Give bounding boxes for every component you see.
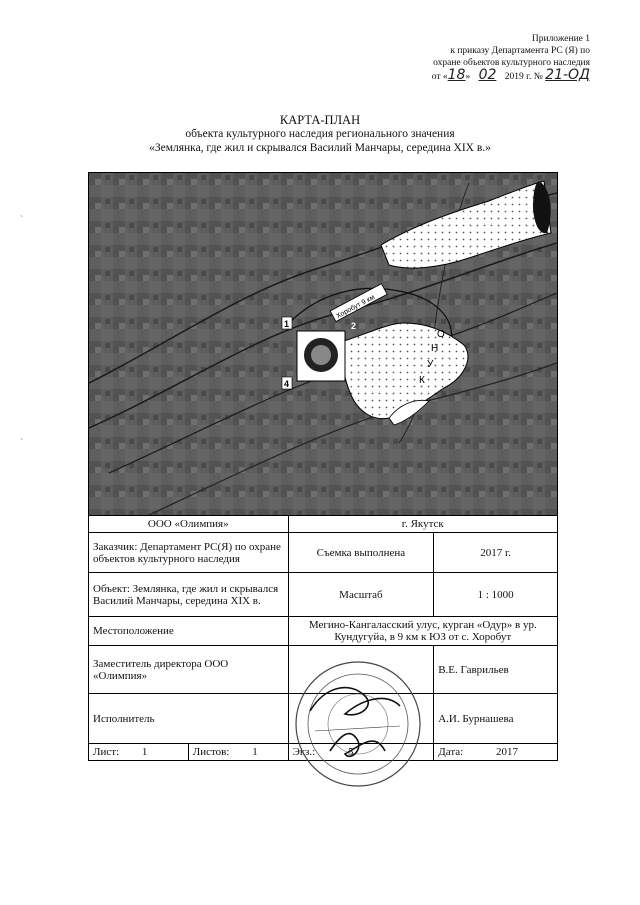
date-label: Дата: xyxy=(438,746,464,758)
scale-value: 1 : 1000 xyxy=(434,573,558,617)
point-label: 4 xyxy=(284,379,290,389)
appendix-line-1: Приложение 1 xyxy=(531,34,590,44)
road-label: Хоробут 9 км xyxy=(335,293,377,321)
appendix-line-3: охране объектов культурного наследия xyxy=(433,58,590,68)
org-name: ООО «Олимпия» xyxy=(89,516,289,533)
sheets-value: 1 xyxy=(252,746,258,758)
map-letter: О xyxy=(437,329,445,340)
location-label: Местоположение xyxy=(89,617,289,646)
official-seal xyxy=(290,656,426,792)
map-canvas xyxy=(89,173,557,515)
point-label: 3 xyxy=(351,379,357,389)
signature xyxy=(330,734,385,757)
date-prefix: от « xyxy=(431,72,448,82)
date-year: 2019 г. № xyxy=(504,72,543,82)
customer: Заказчик: Департамент РС(Я) по охране объектов культурного наследия xyxy=(89,533,289,573)
map-letter: Н xyxy=(431,343,439,354)
appendix-header xyxy=(360,33,590,83)
deputy-name: В.Е. Гаврильев xyxy=(434,646,558,694)
appendix-line-2: к приказу Департамента РС (Я) по xyxy=(450,46,590,56)
sheets-label: Листов: xyxy=(192,746,230,758)
survey-label: Съемка выполнена xyxy=(288,533,434,573)
date-mid: » xyxy=(465,72,471,82)
order-number: 21-ОД xyxy=(545,67,590,83)
map-letter: К xyxy=(419,375,425,386)
title-main: КАРТА-ПЛАН xyxy=(279,113,361,127)
date-value: 2017 xyxy=(495,746,518,758)
point-label: 1 xyxy=(284,319,290,329)
margin-mark: ` xyxy=(20,215,24,226)
executor-role: Исполнитель xyxy=(89,694,289,744)
copy-value: 5 xyxy=(347,746,354,758)
deputy-role: Заместитель директора ООО «Олимпия» xyxy=(89,646,289,694)
document-title xyxy=(0,113,640,155)
executor-name: А.И. Бурнашева xyxy=(434,694,558,744)
sheet-value: 1 xyxy=(141,746,148,758)
map-letter: У xyxy=(427,359,434,370)
title-subtitle: объекта культурного наследия регионального значения xyxy=(185,128,455,140)
date-month: 02 xyxy=(478,67,497,83)
map-letter: Р xyxy=(397,393,404,404)
appendix-date-line xyxy=(360,69,590,83)
location-value: Мегино-Кангаласский улус, курган «Одур» в ур. Кундугуйа, в 9 км к ЮЗ от с. Хоробут xyxy=(288,617,557,646)
margin-mark: ` xyxy=(20,438,24,449)
object-description: Объект: Землянка, где жил и скрывался Василий Манчары, середина XIX в. xyxy=(89,573,289,617)
site-map xyxy=(88,172,558,516)
signature xyxy=(310,688,400,715)
scale-label: Масштаб xyxy=(288,573,434,617)
date-day: 18 xyxy=(447,67,466,83)
survey-year: 2017 г. xyxy=(434,533,558,573)
point-label: 2 xyxy=(351,321,357,331)
title-object-name: «Землянка, где жил и скрывался Василий Манчары, середина XIX в.» xyxy=(149,142,491,154)
copy-label: Экз.: xyxy=(292,746,316,758)
date-cell xyxy=(434,744,558,761)
sheet-label: Лист: xyxy=(93,746,120,758)
sheet-cell xyxy=(89,744,289,761)
city: г. Якутск xyxy=(288,516,557,533)
